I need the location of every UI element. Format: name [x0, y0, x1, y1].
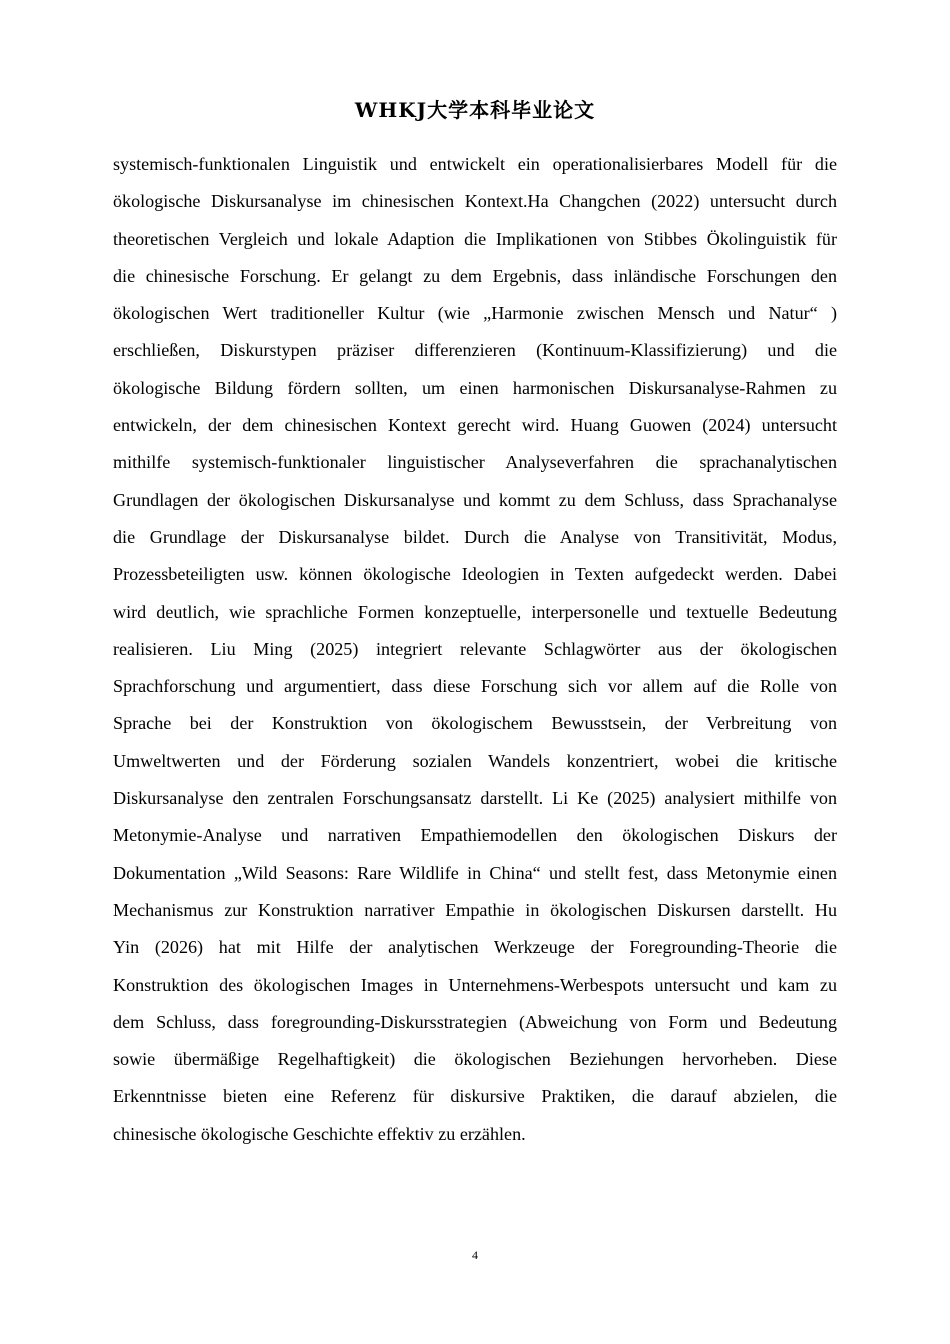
text-line: Diskursanalyse den zentralen Forschungsansatz darstellt. Li Ke (2025) analysiert mithilfe von: [113, 788, 837, 809]
text-line: chinesische ökologische Geschichte effektiv zu erzählen.: [113, 1123, 526, 1144]
text-line: Erkenntnisse bieten eine Referenz für diskursive Praktiken, die darauf abzielen, die: [113, 1086, 837, 1107]
text-line: systemisch-funktionalen Linguistik und entwickelt ein operationalisierbares Modell für die: [113, 154, 837, 174]
body-paragraph: [113, 146, 837, 1153]
text-line: dem Schluss, dass foregrounding-Diskursstrategien (Abweichung von Form und Bedeutung: [113, 1011, 837, 1032]
page-number: 4: [472, 1248, 478, 1262]
text-line: Konstruktion des ökologischen Images in Unternehmens-Werbespots untersucht und kam zu: [113, 974, 837, 995]
text-line: wird deutlich, wie sprachliche Formen konzeptuelle, interpersonelle und textuelle Bedeutung: [113, 601, 837, 622]
text-line: Yin (2026) hat mit Hilfe der analytischen Werkzeuge der Foregrounding-Theorie die: [113, 937, 837, 958]
text-line: Dokumentation „Wild Seasons: Rare Wildlife in China“ und stellt fest, dass Metonymie einen: [113, 862, 837, 883]
text-line: ökologische Diskursanalyse im chinesischen Kontext.Ha Changchen (2022) untersucht durch: [113, 191, 837, 212]
text-line: Umweltwerten und der Förderung sozialen Wandels konzentriert, wobei die kritische: [113, 750, 837, 771]
text-line: ökologische Bildung fördern sollten, um einen harmonischen Diskursanalyse-Rahmen zu: [113, 377, 837, 398]
text-line: Grundlagen der ökologischen Diskursanalyse und kommt zu dem Schluss, dass Sprachanalyse: [113, 489, 837, 510]
text-line: ökologischen Wert traditioneller Kultur (wie „Harmonie zwischen Mensch und Natur“ ): [113, 303, 837, 324]
text-line: die Grundlage der Diskursanalyse bildet. Durch die Analyse von Transitivität, Modus,: [113, 526, 837, 547]
text-line: Mechanismus zur Konstruktion narrativer Empathie in ökologischen Diskursen darstellt. Hu: [113, 899, 837, 920]
text-line: Metonymie-Analyse und narrativen Empathiemodellen den ökologischen Diskurs der: [113, 825, 837, 846]
text-line: erschließen, Diskurstypen präziser differenzieren (Kontinuum-Klassifizierung) und die: [113, 340, 837, 361]
text-line: Sprache bei der Konstruktion von ökologischem Bewusstsein, der Verbreitung von: [113, 713, 837, 734]
text-line: mithilfe systemisch-funktionaler linguistischer Analyseverfahren die sprachanalytischen: [113, 452, 837, 473]
text-line: realisieren. Liu Ming (2025) integriert relevante Schlagwörter aus der ökologischen: [113, 638, 837, 659]
text-line: entwickeln, der dem chinesischen Kontext gerecht wird. Huang Guowen (2024) untersucht: [113, 415, 837, 436]
text-line: Sprachforschung und argumentiert, dass diese Forschung sich vor allem auf die Rolle von: [113, 676, 837, 697]
text-line: sowie übermäßige Regelhaftigkeit) die ökologischen Beziehungen hervorheben. Diese: [113, 1049, 837, 1070]
text-line: Prozessbeteiligten usw. können ökologische Ideologien in Texten aufgedeckt werden. Dabei: [113, 564, 837, 585]
text-line: theoretischen Vergleich und lokale Adaption die Implikationen von Stibbes Ökolinguistik für: [113, 228, 837, 249]
page-header-title: WHKJ大学本科毕业论文: [354, 98, 596, 122]
text-line: die chinesische Forschung. Er gelangt zu dem Ergebnis, dass inländische Forschungen den: [113, 265, 837, 286]
